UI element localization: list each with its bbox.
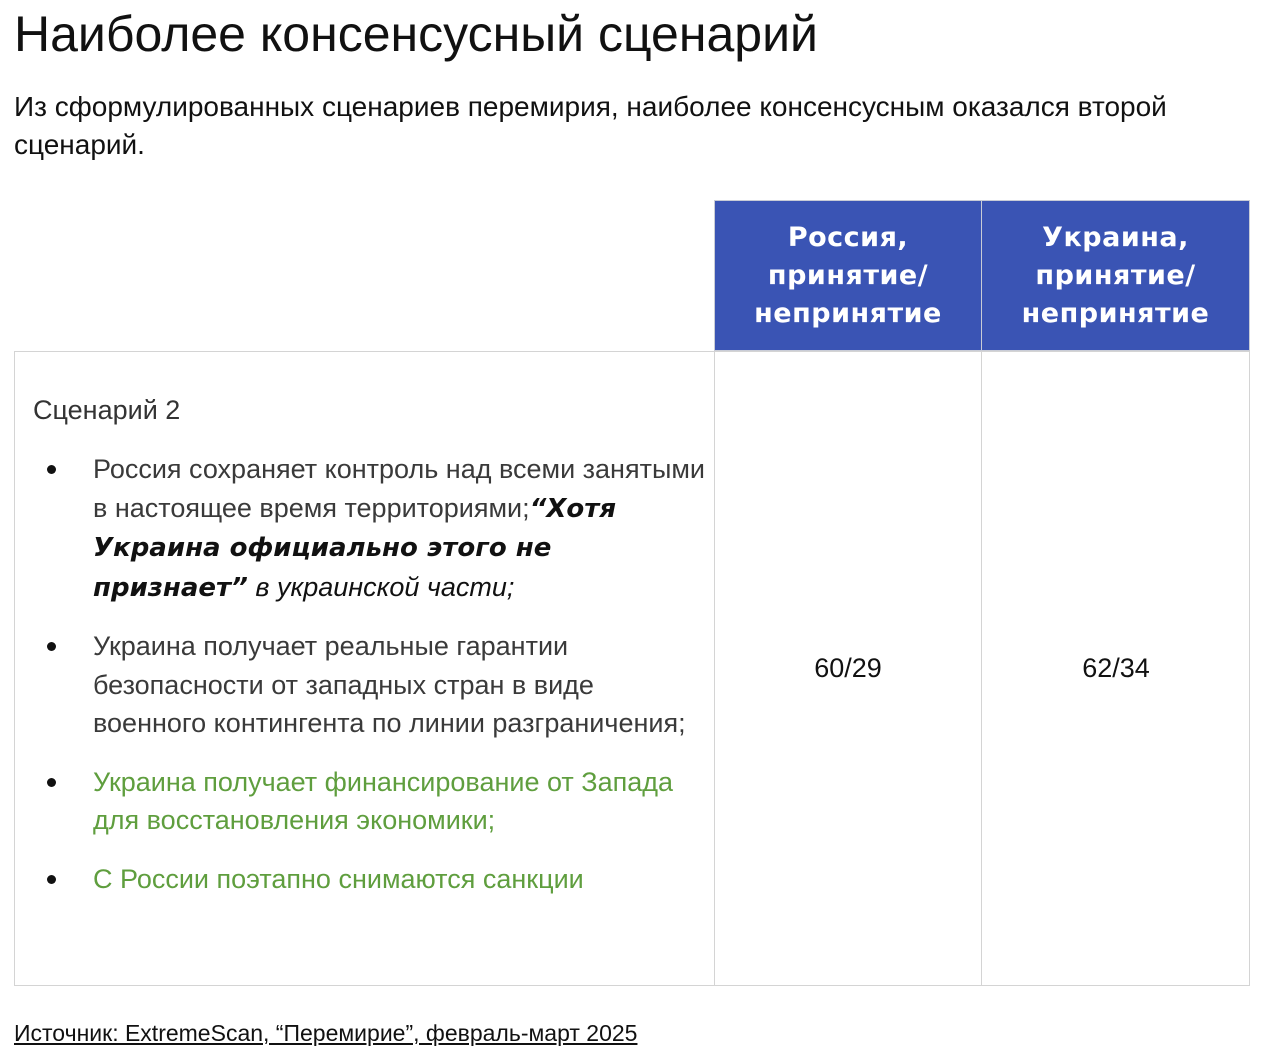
source-note: Источник: ExtremeScan, “Перемирие”, февраль-март 2025	[14, 1020, 638, 1046]
bullet-text: Россия сохраняет контроль над всеми занятыми в настоящее время территориями;	[93, 454, 706, 523]
russia-value: 60/29	[814, 653, 882, 683]
list-item	[15, 860, 705, 899]
bullet-emphasis-tail: в украинской части;	[247, 571, 515, 602]
scenario-title: Сценарий 2	[33, 395, 181, 425]
header-russia-label: Россия, принятие/ непринятие	[754, 221, 942, 329]
header-russia	[714, 200, 982, 351]
bullet-icon	[47, 778, 56, 787]
list-item	[15, 763, 705, 840]
list-item	[15, 627, 705, 743]
bullet-icon	[47, 465, 56, 474]
ukraine-value: 62/34	[1082, 653, 1150, 683]
bullet-text: Украина получает финансирование от Запада для восстановления экономики;	[93, 766, 673, 835]
scenario-table	[14, 200, 1250, 986]
header-ukraine-label: Украина, принятие/ непринятие	[1021, 221, 1210, 329]
bullet-text: С России поэтапно снимаются санкции	[93, 863, 584, 894]
page-title: Наиболее консенсусный сценарий	[14, 6, 818, 62]
table-row	[14, 351, 1250, 986]
list-item	[15, 450, 705, 607]
bullet-emphasis: “Хотя Украина официально этого не признает”	[93, 493, 617, 603]
bullet-text: Украина получает реальные гарантии безопасности от западных стран в виде военного контингента по линии разграничения;	[93, 631, 686, 738]
scenario-bullets	[15, 450, 705, 918]
header-ukraine	[981, 200, 1250, 351]
page-subtitle: Из сформулированных сценариев перемирия, наиболее консенсусным оказался второй сценарий.	[14, 91, 1167, 160]
bullet-icon	[47, 642, 56, 651]
bullet-icon	[47, 875, 56, 884]
